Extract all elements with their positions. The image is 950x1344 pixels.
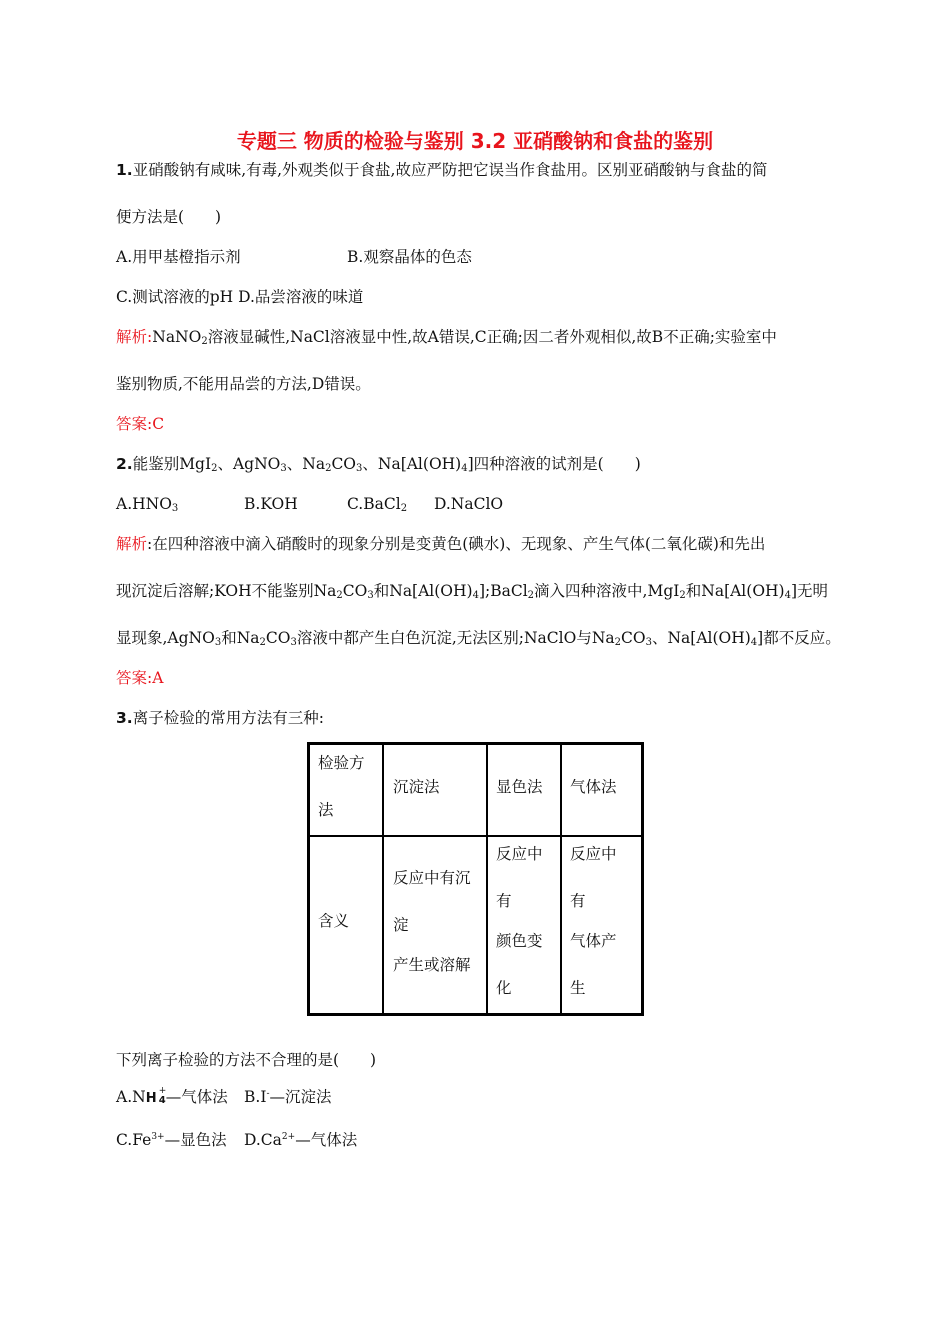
q2-a3-p1: 显现象,AgNO: [116, 629, 215, 647]
q2-option-b: B.KOH: [244, 495, 298, 513]
q2-sub: 4: [461, 463, 468, 474]
q3-charge: -: [266, 1089, 270, 1099]
q3-question: 下列离子检验的方法不合理的是( ): [116, 1051, 377, 1069]
q2-sub: 3: [645, 637, 652, 648]
q2-a3-p6: 、Na[Al(OH): [651, 629, 751, 647]
q2-stem-b: 、AgNO: [217, 455, 281, 473]
q3-opt-c-post: —显色法: [164, 1131, 227, 1149]
table-divider: [382, 745, 384, 1013]
q3-opt-d-pre: D.Ca: [244, 1131, 282, 1149]
q3-opt-a-pre: A.N: [116, 1088, 146, 1106]
methods-table: [307, 742, 644, 1016]
q2-stem-a: 能鉴别MgI: [132, 455, 212, 473]
q1-number: 1.: [116, 161, 133, 179]
q2-sub: 3: [171, 503, 179, 514]
q2-a2-p1: 现沉淀后溶解;KOH不能鉴别Na: [116, 582, 337, 600]
q3-option-d: [244, 1130, 357, 1150]
page-title: 专题三 物质的检验与鉴别 3.2 亚硝酸钠和食盐的鉴别: [236, 129, 714, 153]
q2-a3-p2: 和Na: [221, 629, 260, 647]
q2-sub: 2: [679, 590, 686, 601]
table-divider: [486, 745, 488, 1013]
q3-opt-d-post: —气体法: [295, 1131, 358, 1149]
q2-sub: 4: [472, 590, 479, 601]
q2-a2-p7: ]无明: [790, 582, 829, 600]
q2-option-a: [116, 494, 178, 514]
table-text: 颜色变: [496, 932, 543, 950]
q2-sub: 3: [290, 637, 297, 648]
q3-option-c: [116, 1130, 227, 1150]
q2-stem: [116, 454, 641, 474]
q1-analysis-line2: 鉴别物质,不能用品尝的方法,D错误。: [116, 375, 371, 393]
table-cell-precipitate: [393, 868, 471, 975]
q2-sub: 3: [356, 463, 363, 474]
nh4-subscript: 4: [158, 1095, 166, 1106]
table-text: 产生或溶解: [393, 956, 471, 974]
table-row-meaning: 含义: [318, 912, 350, 930]
q3-charge: 2+: [281, 1132, 296, 1142]
q3-stem-text: 离子检验的常用方法有三种:: [132, 709, 324, 727]
table-divider: [310, 835, 641, 837]
nh4-h: H: [145, 1091, 157, 1106]
q1-analysis-rest: 溶液显碱性,NaCl溶液显中性,故A错误,C正确;因二者外观相似,故B不正确;实验室中: [207, 328, 777, 346]
table-cell-color: [496, 844, 543, 998]
q2-number: 2.: [116, 455, 133, 473]
table-text: 反应中: [496, 845, 543, 863]
table-header-precipitate: 沉淀法: [393, 778, 440, 796]
q1-analysis-formula: NaNO: [152, 328, 202, 346]
q2-option-d: D.NaClO: [434, 495, 504, 513]
q2-analysis-label: 解析: [116, 535, 148, 553]
table-text: 检验方: [318, 754, 365, 772]
q2-sub: 3: [214, 637, 222, 648]
q2-option-a-text: A.HNO: [116, 495, 172, 513]
table-text: 化: [496, 979, 512, 997]
nh4-charge: +: [158, 1086, 167, 1096]
q1-stem-line2: 便方法是( ): [116, 208, 222, 226]
q2-a3-p7: ]都不反应。: [757, 629, 841, 647]
q2-analysis-text: :在四种溶液中滴入硝酸时的现象分别是变黄色(碘水)、无现象、产生气体(二氧化碳)和先出: [147, 535, 766, 553]
q1-analysis-label: 解析: [116, 328, 148, 346]
q1-option-cd: C.测试溶液的pH D.品尝溶液的味道: [116, 288, 364, 306]
q2-option-c-text: C.BaCl: [347, 495, 401, 513]
q2-a2-p6: 和Na[Al(OH): [685, 582, 785, 600]
table-text: 反应中有沉: [393, 869, 471, 887]
q3-opt-b-post: —沉淀法: [269, 1088, 332, 1106]
q2-analysis-line2: [116, 581, 828, 601]
q2-a3-p5: CO: [621, 629, 646, 647]
q2-sub: 2: [336, 590, 343, 601]
q2-a2-p2: CO: [342, 582, 368, 600]
table-text: 生: [570, 979, 586, 997]
q2-stem-f: ]四种溶液的试剂是( ): [467, 455, 641, 473]
table-cell-gas: [570, 844, 617, 998]
q3-option-b: [244, 1087, 332, 1107]
q2-sub: 2: [259, 637, 266, 648]
q2-answer: 答案:A: [116, 669, 164, 687]
q2-sub: 2: [400, 503, 408, 514]
q1-stem-line1: [116, 160, 767, 180]
table-divider: [560, 745, 562, 1013]
table-text: 有: [496, 892, 512, 910]
table-header-gas: 气体法: [570, 778, 617, 796]
table-text: 有: [570, 892, 586, 910]
q2-sub: 2: [325, 463, 332, 474]
q1-option-a: A.用甲基橙指示剂: [116, 248, 241, 266]
q2-analysis-line1: [116, 534, 765, 554]
q2-analysis-line3: [116, 628, 841, 648]
q2-sub: 4: [750, 637, 758, 648]
q2-a2-p4: ];BaCl: [478, 582, 528, 600]
q3-opt-b-pre: B.I: [244, 1088, 267, 1106]
q2-sub: 4: [784, 590, 791, 601]
q2-a2-p5: 滴入四种溶液中,MgI: [534, 582, 680, 600]
q2-stem-c: 、Na: [286, 455, 326, 473]
q2-a2-p3: 和Na[Al(OH): [373, 582, 473, 600]
q2-sub: 2: [211, 463, 218, 474]
q2-stem-d: CO: [331, 455, 357, 473]
q2-sub: 3: [367, 590, 374, 601]
q2-sub: 3: [280, 463, 287, 474]
q2-option-c: [347, 494, 407, 514]
table-text: 反应中: [570, 845, 617, 863]
q3-charge: 3+: [151, 1132, 165, 1142]
q1-sub: 2: [201, 336, 208, 347]
q1-analysis-line1: 解析:NaNO$_2$溶液显碱性,NaCl溶液显中性,故A错误,C正确;因二者外观相似,故B不正确;实验室中: [116, 328, 777, 347]
q3-opt-a-post: —气体法: [165, 1088, 228, 1106]
table-text: 淀: [393, 916, 409, 934]
q2-a3-p4: 溶液中都产生白色沉淀,无法区别;NaClO与Na: [296, 629, 615, 647]
q1-stem-text: 亚硝酸钠有咸味,有毒,外观类似于食盐,故应严防把它误当作食盐用。区别亚硝酸钠与食盐的简: [132, 161, 768, 179]
q2-stem-e: 、Na[Al(OH): [362, 455, 462, 473]
q1-answer: 答案:C: [116, 415, 165, 433]
q3-stem: [116, 708, 324, 728]
q3-option-a: [116, 1087, 228, 1107]
table-header-method: [318, 753, 365, 820]
q3-opt-c-pre: C.Fe: [116, 1131, 152, 1149]
table-text: 法: [318, 801, 334, 819]
ammonium-formula: [145, 1086, 167, 1106]
q2-sub: 2: [614, 637, 622, 648]
q3-number: 3.: [116, 709, 133, 727]
q1-option-b: B.观察晶体的色态: [347, 248, 472, 266]
q2-a3-p3: CO: [265, 629, 291, 647]
q2-sub: 2: [527, 590, 535, 601]
table-header-color: 显色法: [496, 778, 543, 796]
table-text: 气体产: [570, 932, 617, 950]
